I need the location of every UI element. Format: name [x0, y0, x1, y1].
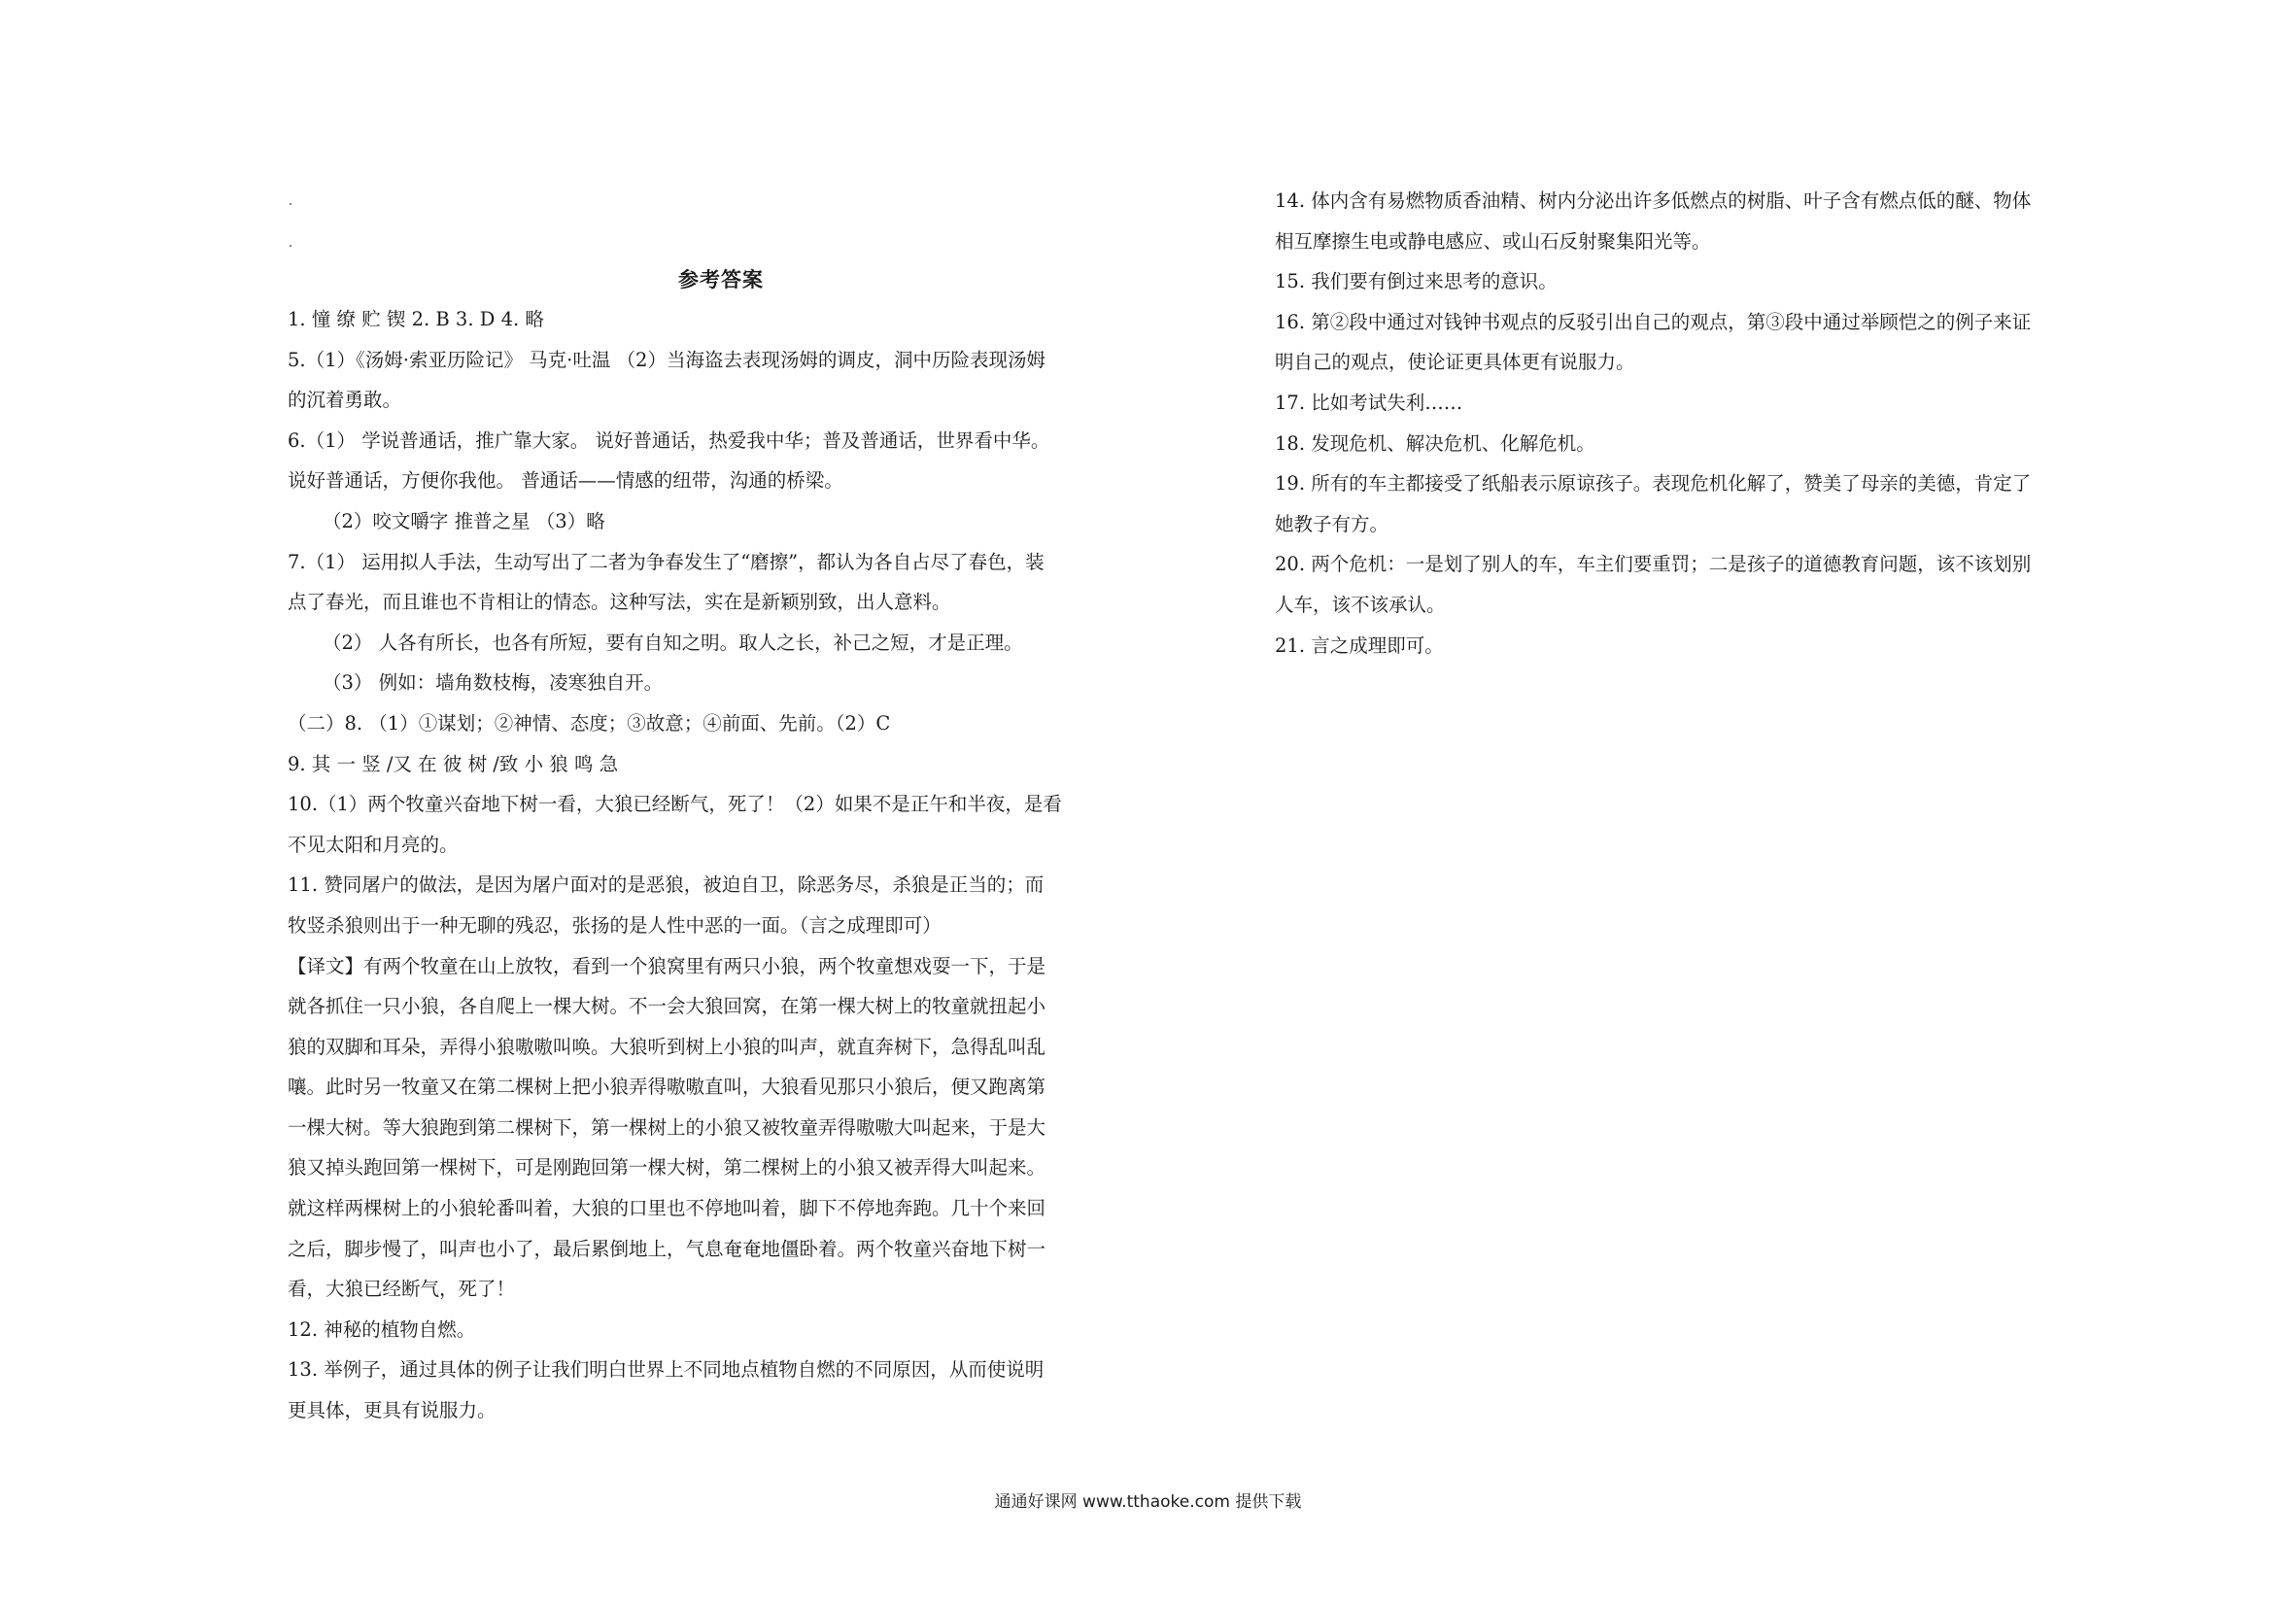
answer-line: 就各抓住一只小狼，各自爬上一棵大树。不一会大狼回窝，在第一棵大树上的牧童就扭起小	[288, 995, 1046, 1018]
answer-line: 【译文】有两个牧童在山上放牧，看到一个狼窝里有两只小狼，两个牧童想戏耍一下，于是	[288, 954, 1046, 977]
answer-line: 15. 我们要有倒过来思考的意识。	[1275, 270, 1558, 293]
answer-line: 一棵大树。等大狼跑到第二棵树下，第一棵树上的小狼又被牧童弄得嗷嗷大叫起来，于是大	[288, 1115, 1046, 1139]
answer-line: 11. 赞同屠户的做法，是因为屠户面对的是恶狼，被迫自卫，除恶务尽，杀狼是正当的；而	[288, 873, 1045, 897]
answer-line: （2）咬文嚼字 推普之星 （3）略	[323, 509, 605, 532]
answer-line: 13. 举例子，通过具体的例子让我们明白世界上不同地点植物自燃的不同原因，从而使说明	[288, 1358, 1045, 1382]
answer-line: 牧竖杀狼则出于一种无聊的残忍，张扬的是人性中恶的一面。（言之成理即可）	[288, 913, 942, 937]
answer-line: 之后，脚步慢了，叫声也小了，最后累倒地上，气息奄奄地僵卧着。两个牧童兴奋地下树一	[288, 1237, 1046, 1260]
answer-line: 14. 体内含有易燃物质香油精、树内分泌出许多低燃点的树脂、叶子含有燃点低的醚、物体	[1275, 189, 2032, 212]
scan-speck	[290, 203, 291, 205]
answer-line: 看，大狼已经断气，死了！	[288, 1278, 516, 1301]
answer-line: 21. 言之成理即可。	[1275, 633, 1444, 657]
scan-speck	[290, 245, 291, 247]
answer-line: （2） 人各有所长，也各有所短，要有自知之明。取人之长，补己之短，才是正理。	[323, 631, 1023, 654]
answer-line: 狼的双脚和耳朵，弄得小狼嗷嗷叫唤。大狼听到树上小狼的叫声，就直奔树下，急得乱叫乱	[288, 1035, 1046, 1058]
answer-line: 20. 两个危机：一是划了别人的车，车主们要重罚；二是孩子的道德教育问题，该不该划别	[1275, 553, 2032, 576]
answer-line: 更具体，更具有说服力。	[288, 1399, 497, 1422]
answer-line: 19. 所有的车主都接受了纸船表示原谅孩子。表现危机化解了，赞美了母亲的美德，肯定了	[1275, 472, 2032, 496]
answer-line: （二）8. （1）①谋划；②神情、态度；③故意；④前面、先前。（2）C	[288, 711, 891, 735]
answer-line: 10.（1）两个牧童兴奋地下树一看，大狼已经断气，死了！（2）如果不是正午和半夜，是看	[288, 793, 1062, 816]
answer-line: 18. 发现危机、解决危机、化解危机。	[1275, 431, 1595, 455]
answer-line: 就这样两棵树上的小狼轮番叫着，大狼的口里也不停地叫着，脚下不停地奔跑。几十个来回	[288, 1197, 1046, 1220]
answer-line: 点了春光，而且谁也不肯相让的情态。这种写法，实在是新颖别致，出人意料。	[288, 591, 951, 614]
answer-line: 她教子有方。	[1275, 512, 1389, 535]
answer-line: 嚷。此时另一牧童又在第二棵树上把小狼弄得嗷嗷直叫，大狼看见那只小狼后，便又跑离第	[288, 1076, 1046, 1099]
answer-line: 17. 比如考试失利……	[1275, 391, 1463, 414]
right-answer-lines	[1275, 181, 2142, 666]
page-title: 参考答案	[678, 267, 764, 291]
answer-line: 5.（1）《汤姆·索亚历险记》 马克·吐温 （2）当海盗去表现汤姆的调皮，洞中历险表现汤姆	[288, 348, 1045, 371]
answer-line: 9. 其 一 竖 /又 在 彼 树 /致 小 狼 鸣 急	[288, 752, 619, 775]
answer-line: 1. 憧 缭 贮 锲 2. B 3. D 4. 略	[288, 308, 544, 330]
answer-line: 16. 第②段中通过对钱钟书观点的反驳引出自己的观点，第③段中通过举顾恺之的例子来证	[1275, 310, 2032, 333]
footer-credit: 通通好课网 www.tthaoke.com 提供下载	[994, 1492, 1302, 1512]
answer-line: 相互摩擦生电或静电感应、或山石反射聚集阳光等。	[1275, 229, 1711, 253]
answer-line: 人车，该不该承认。	[1275, 593, 1446, 616]
answer-line: 说好普通话，方便你我他。 普通话——情感的纽带，沟通的桥梁。	[288, 469, 843, 493]
answer-line: 明自己的观点，使论证更具体更有说服力。	[1275, 351, 1635, 374]
left-answer-lines	[288, 299, 1154, 1431]
answer-line: 6.（1） 学说普通话，推广靠大家。 说好普通话，热爱我中华；普及普通话，世界看中华。	[288, 428, 1050, 452]
answer-line: （3） 例如：墙角数枝梅，凌寒独自开。	[323, 671, 664, 695]
answer-line: 不见太阳和月亮的。	[288, 833, 459, 856]
answer-line: 狼又掉头跑回第一棵树下，可是刚跑回第一棵大树，第二棵树上的小狼又被弄得大叫起来。	[288, 1156, 1046, 1180]
answer-line: 7.（1） 运用拟人手法，生动写出了二者为争春发生了“磨擦”，都认为各自占尽了春色，装	[288, 550, 1045, 573]
answer-line: 12. 神秘的植物自燃。	[288, 1317, 476, 1341]
answer-line: 的沉着勇敢。	[288, 389, 402, 412]
